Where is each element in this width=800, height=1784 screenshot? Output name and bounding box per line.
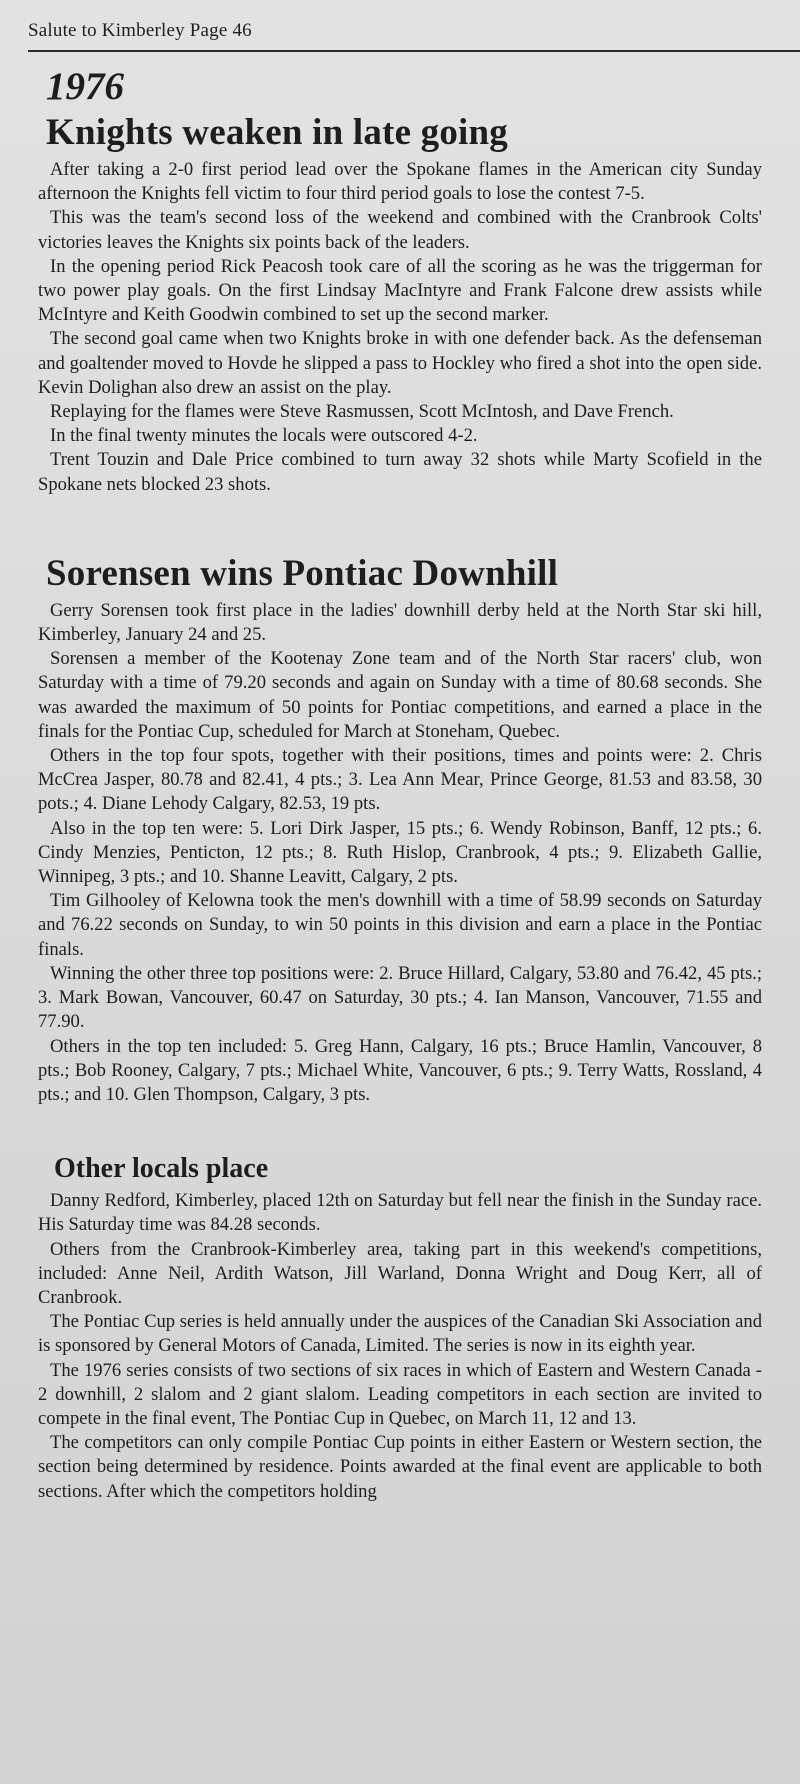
header-divider bbox=[28, 50, 800, 52]
article-paragraph: This was the team's second loss of the weekend and combined with the Cranbrook Colts' victories leaves the Knights six points back of the leaders. bbox=[38, 207, 762, 253]
article-paragraph: The Pontiac Cup series is held annually under the auspices of the Canadian Ski Association and is sponsored by General Motors of Canada, Limited. The series is now in its eighth year. bbox=[38, 1311, 762, 1357]
article-knights bbox=[38, 110, 762, 497]
article-paragraph: Replaying for the flames were Steve Rasmussen, Scott McIntosh, and Dave French. bbox=[50, 401, 674, 423]
article-paragraph: Others in the top ten included: 5. Greg Hann, Calgary, 16 pts.; Bruce Hamlin, Vancouver, 8 pts.; Bob Rooney, Calgary, 7 pts.; Michael White, Vancouver, 6 pts.; 9. Terry Watts, Rossland, 4 pts.; and 10. Glen Thompson, Calgary, 3 pts. bbox=[38, 1035, 762, 1105]
article-paragraph: The 1976 series consists of two sections of six races in which of Eastern and Western Canada - 2 downhill, 2 slalom and 2 giant slalom. Leading competitors in each section are invited to compete in the final event, The Pontiac Cup in Quebec, on March 11, 12 and 13. bbox=[38, 1359, 762, 1429]
article-paragraph: Others from the Cranbrook-Kimberley area, taking part in this weekend's competitions, included: Anne Neil, Ardith Watson, Jill Warland, Donna Wright and Doug Kerr, all of Cranbrook. bbox=[38, 1238, 762, 1308]
article-other-locals bbox=[38, 1151, 762, 1504]
article-paragraph: The second goal came when two Knights broke in with one defender back. As the defenseman and goaltender moved to Hovde he slipped a pass to Hockley who fired a shot into the open side. Kevin Dolighan also drew an assist on the play. bbox=[38, 328, 762, 398]
article-paragraph: In the opening period Rick Peacosh took care of all the scoring as he was the triggerman for two power play goals. On the first Lindsay MacIntyre and Frank Falcone drew assists while McIntyre and Keith Goodwin combined to set up the second marker. bbox=[38, 255, 762, 326]
page-content bbox=[38, 58, 762, 1504]
article-sorensen bbox=[38, 551, 762, 1107]
article-paragraph: Sorensen a member of the Kootenay Zone team and of the North Star racers' club, won Saturday with a time of 79.20 seconds and again on Sunday with a time of 80.68 seconds. She was awarded the maximum of 50 points for Pontiac competitions, and earned a place in the finals for the Pontiac Cup, scheduled for March at Stoneham, Quebec. bbox=[38, 648, 762, 742]
article-paragraph: Gerry Sorensen took first place in the ladies' downhill derby held at the North Star ski hill, Kimberley, January 24 and 25. bbox=[38, 599, 762, 646]
article-paragraph: Tim Gilhooley of Kelowna took the men's downhill with a time of 58.99 seconds on Saturday and 76.22 seconds on Sunday, to win 50 points in this division and earn a place in the Pontiac finals. bbox=[38, 890, 762, 960]
article-paragraph: Others in the top four spots, together with their positions, times and points were: 2. Chris McCrea Jasper, 80.78 and 82.41, 4 pts.; 3. Lea Ann Mear, Prince George, 81.53 and 83.58, 30 pots.; 4. Diane Lehody Calgary, 82.53, 19 pts. bbox=[38, 745, 762, 815]
running-head: Salute to Kimberley Page 46 bbox=[28, 20, 252, 41]
article-paragraph: In the final twenty minutes the locals were outscored 4-2. bbox=[50, 425, 478, 447]
article-paragraph: After taking a 2-0 first period lead over the Spokane flames in the American city Sunday afternoon the Knights fell victim to four third period goals to lose the contest 7-5. bbox=[38, 159, 762, 205]
article-paragraph: The competitors can only compile Pontiac Cup points in either Eastern or Western section, the section being determined by residence. Points awarded at the final event are applicable to both sections. After which the competitors holding bbox=[38, 1432, 762, 1502]
article-paragraph: Trent Touzin and Dale Price combined to turn away 32 shots while Marty Scofield in the Spokane nets blocked 23 shots. bbox=[38, 449, 762, 495]
article-subheadline: Other locals place bbox=[54, 1153, 269, 1185]
article-paragraph: Winning the other three top positions were: 2. Bruce Hillard, Calgary, 53.80 and 76.42, 45 pts.; 3. Mark Bowan, Vancouver, 60.47 on Saturday, 30 pts.; 4. Ian Manson, Vancouver, 71.55 and 77.90. bbox=[38, 962, 762, 1033]
article-headline: Knights weaken in late going bbox=[46, 112, 508, 153]
article-paragraph: Danny Redford, Kimberley, placed 12th on Saturday but fell near the finish in the Sunday race. His Saturday time was 84.28 seconds. bbox=[38, 1190, 762, 1236]
article-paragraph: Also in the top ten were: 5. Lori Dirk Jasper, 15 pts.; 6. Wendy Robinson, Banff, 12 pts.; 6. Cindy Menzies, Penticton, 12 pts.; 8. Ruth Hislop, Cranbrook, 4 pts.; 9. Elizabeth Gallie, Winnipeg, 3 pts.; and 10. Shanne Leavitt, Calgary, 2 pts. bbox=[38, 817, 762, 888]
article-headline: Sorensen wins Pontiac Downhill bbox=[46, 552, 559, 594]
year-heading: 1976 bbox=[46, 65, 124, 108]
